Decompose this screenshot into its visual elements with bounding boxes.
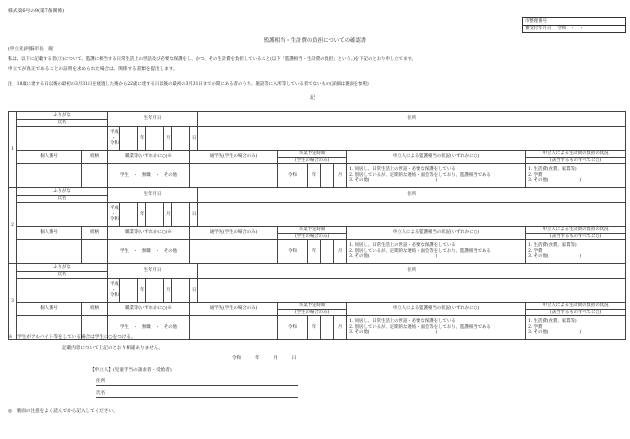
kojin-input[interactable] bbox=[17, 240, 82, 264]
person-index: 2 bbox=[9, 188, 17, 264]
year-unit: 年 bbox=[138, 127, 146, 151]
sign-date[interactable]: 令和 年 月 日 bbox=[232, 356, 297, 361]
address-label: 住所 bbox=[198, 264, 626, 279]
birth-month-input[interactable] bbox=[146, 279, 164, 303]
school-input[interactable] bbox=[190, 164, 278, 188]
receipt-date[interactable]: 審受付年月日 令和 ・ ・ bbox=[523, 25, 626, 33]
applicant-address-field[interactable]: 住所 bbox=[96, 379, 298, 386]
year-unit: 年 bbox=[138, 279, 146, 303]
age-note: 注 18歳に達する日以後の最初の3月31日を経過した後から22歳に達する日以後の最初の3月31日までの間にある者のうち、施設等に入所等している者でないもの(詳細は裏面を参照) bbox=[8, 82, 369, 87]
zokugara-label: 続柄 bbox=[82, 151, 108, 164]
zokugara-input[interactable] bbox=[82, 240, 108, 264]
person-index: 3 bbox=[9, 264, 17, 340]
statement: 記載内容について上記のとおり相違ありません。 bbox=[62, 346, 164, 351]
seikei-options[interactable]: 1. 生活費(食費、家賃等) 2. 学費 3. その他( ) bbox=[526, 164, 626, 188]
dob-label: 生年月日 bbox=[108, 264, 198, 279]
birth-year-input[interactable] bbox=[120, 203, 138, 227]
furigana-label: ふりがな bbox=[17, 112, 108, 120]
grad-month-input[interactable] bbox=[321, 164, 334, 188]
day-unit: 日 bbox=[190, 127, 198, 151]
grad-month-unit: 月 bbox=[334, 240, 347, 264]
seikei-options[interactable]: 1. 生活費(食費、家賃等) 2. 学費 3. その他( ) bbox=[526, 240, 626, 264]
kango-options[interactable]: 1. 同居し、日常生活上の世話・必要な保護をしている 2. 別居しているが、定期的な連絡・面会等をしており、監護相当である 3. その他( ) bbox=[347, 240, 526, 264]
person-index: 1 bbox=[9, 112, 17, 188]
seikei-header-1: 申立人による生計費の負担の状況 bbox=[526, 303, 626, 310]
reference-box bbox=[522, 17, 626, 33]
birth-day-input[interactable] bbox=[172, 127, 190, 151]
kojin-label: 個人番号 bbox=[17, 151, 82, 164]
year-unit: 年 bbox=[138, 203, 146, 227]
document-title: 監護相当・生計費の負担についての確認書 bbox=[263, 38, 367, 44]
zokugara-input[interactable] bbox=[82, 164, 108, 188]
name-input[interactable] bbox=[17, 203, 108, 227]
name-label: 氏名 bbox=[17, 120, 108, 127]
kango-options[interactable]: 1. 同居し、日常生活上の世話・必要な保護をしている 2. 別居しているが、定期的な連絡・面会等をしており、監護相当である 3. その他( ) bbox=[347, 316, 526, 340]
closing-note: ◎ 裏面の注意をよく読んでから記入してください。 bbox=[8, 409, 118, 414]
address-label: 住所 bbox=[198, 112, 626, 127]
grad-era: 令和 bbox=[278, 240, 308, 264]
sotsugyo-label-2: (学生の場合のみ) bbox=[278, 157, 347, 164]
birth-day-input[interactable] bbox=[172, 279, 190, 303]
applicant-label: 【申立人】(児童手当の請求者・受給者) bbox=[90, 368, 172, 373]
day-unit: 日 bbox=[190, 279, 198, 303]
job-options[interactable]: 学生 ・ 無職 ・ その他 bbox=[108, 316, 190, 340]
birth-year-input[interactable] bbox=[120, 127, 138, 151]
grad-month-input[interactable] bbox=[321, 240, 334, 264]
grad-year-unit: 年 bbox=[308, 240, 321, 264]
city-reference-number[interactable]: 市整理番号 bbox=[523, 18, 626, 26]
zokugara-label: 続柄 bbox=[82, 227, 108, 240]
kango-header: 申立人による監護相当の状況(いずれかに○) bbox=[347, 151, 526, 164]
seikei-header-2: (該当するものすべてに○) bbox=[526, 233, 626, 240]
ki-label: 記 bbox=[310, 95, 316, 101]
shokugyo-label: 職業等(いずれかに○)※ bbox=[108, 151, 190, 164]
grad-era: 令和 bbox=[278, 164, 308, 188]
sotsugyo-label-1: 卒業予定時期 bbox=[278, 303, 347, 310]
addressee: (申立先)阿蘇市長 殿 bbox=[8, 47, 53, 52]
intro-text-1: 私は、以下に記載する者(①)について、監護に相当する日常生活上の世話及び必要な保護をし、かつ、その生計費を負担していること(以下「監護相当・生計費の負担」という。)を下記のとおり申し立てます。 bbox=[8, 57, 416, 62]
seikei-header-1: 申立人による生計費の負担の状況 bbox=[526, 151, 626, 158]
kojin-input[interactable] bbox=[17, 164, 82, 188]
address-input[interactable] bbox=[198, 203, 626, 227]
tsugaku-label: 通学先(学生の場合のみ) bbox=[190, 227, 278, 240]
school-input[interactable] bbox=[190, 316, 278, 340]
intro-text-2: 申立てが真正であることの証明を求められた場合は、関係する書類を提出します。 bbox=[8, 67, 178, 72]
name-label: 氏名 bbox=[17, 196, 108, 203]
address-input[interactable] bbox=[198, 279, 626, 303]
era-select[interactable]: 平成 ・ 令和 bbox=[108, 279, 120, 303]
kango-options[interactable]: 1. 同居し、日常生活上の世話・必要な保護をしている 2. 別居しているが、定期的な連絡・面会等をしており、監護相当である 3. その他( ) bbox=[347, 164, 526, 188]
birth-year-input[interactable] bbox=[120, 279, 138, 303]
grad-month-unit: 月 bbox=[334, 164, 347, 188]
grad-era: 令和 bbox=[278, 316, 308, 340]
kango-header: 申立人による監護相当の状況(いずれかに○) bbox=[347, 227, 526, 240]
seikei-header-2: (該当するものすべてに○) bbox=[526, 309, 626, 316]
tsugaku-label: 通学先(学生の場合のみ) bbox=[190, 151, 278, 164]
month-unit: 月 bbox=[164, 279, 172, 303]
applicant-name-field[interactable]: 氏名 bbox=[96, 391, 298, 398]
shokugyo-label: 職業等(いずれかに○)※ bbox=[108, 227, 190, 240]
birth-month-input[interactable] bbox=[146, 127, 164, 151]
furigana-label: ふりがな bbox=[17, 188, 108, 196]
shokugyo-label: 職業等(いずれかに○)※ bbox=[108, 303, 190, 316]
furigana-label: ふりがな bbox=[17, 264, 108, 272]
era-select[interactable]: 平成 ・ 令和 bbox=[108, 127, 120, 151]
name-input[interactable] bbox=[17, 279, 108, 303]
job-options[interactable]: 学生 ・ 無職 ・ その他 bbox=[108, 164, 190, 188]
grad-year-unit: 年 bbox=[308, 164, 321, 188]
form-code: 様式第6号の9(第7条関係) bbox=[8, 9, 65, 14]
sotsugyo-label-2: (学生の場合のみ) bbox=[278, 309, 347, 316]
dob-label: 生年月日 bbox=[108, 112, 198, 127]
tsugaku-label: 通学先(学生の場合のみ) bbox=[190, 303, 278, 316]
grad-month-input[interactable] bbox=[321, 316, 334, 340]
birth-day-input[interactable] bbox=[172, 203, 190, 227]
seikei-options[interactable]: 1. 生活費(食費、家賃等) 2. 学費 3. その他( ) bbox=[526, 316, 626, 340]
address-input[interactable] bbox=[198, 127, 626, 151]
name-input[interactable] bbox=[17, 127, 108, 151]
sotsugyo-label-1: 卒業予定時期 bbox=[278, 151, 347, 158]
address-label: 住所 bbox=[198, 188, 626, 203]
kojin-label: 個人番号 bbox=[17, 303, 82, 316]
job-options[interactable]: 学生 ・ 無職 ・ その他 bbox=[108, 240, 190, 264]
grad-year-unit: 年 bbox=[308, 316, 321, 340]
name-label: 氏名 bbox=[17, 272, 108, 279]
sotsugyo-label-1: 卒業予定時期 bbox=[278, 227, 347, 234]
seikei-header-2: (該当するものすべてに○) bbox=[526, 157, 626, 164]
kojin-label: 個人番号 bbox=[17, 227, 82, 240]
day-unit: 日 bbox=[190, 203, 198, 227]
zokugara-label: 続柄 bbox=[82, 303, 108, 316]
person-table bbox=[8, 111, 626, 340]
dob-label: 生年月日 bbox=[108, 188, 198, 203]
student-note: ※ 学生がアルバイト等をしている場合は学生に○をつける。 bbox=[8, 335, 136, 340]
month-unit: 月 bbox=[164, 127, 172, 151]
school-input[interactable] bbox=[190, 240, 278, 264]
sotsugyo-label-2: (学生の場合のみ) bbox=[278, 233, 347, 240]
grad-month-unit: 月 bbox=[334, 316, 347, 340]
era-select[interactable]: 平成 ・ 令和 bbox=[108, 203, 120, 227]
kango-header: 申立人による監護相当の状況(いずれかに○) bbox=[347, 303, 526, 316]
birth-month-input[interactable] bbox=[146, 203, 164, 227]
month-unit: 月 bbox=[164, 203, 172, 227]
seikei-header-1: 申立人による生計費の負担の状況 bbox=[526, 227, 626, 234]
